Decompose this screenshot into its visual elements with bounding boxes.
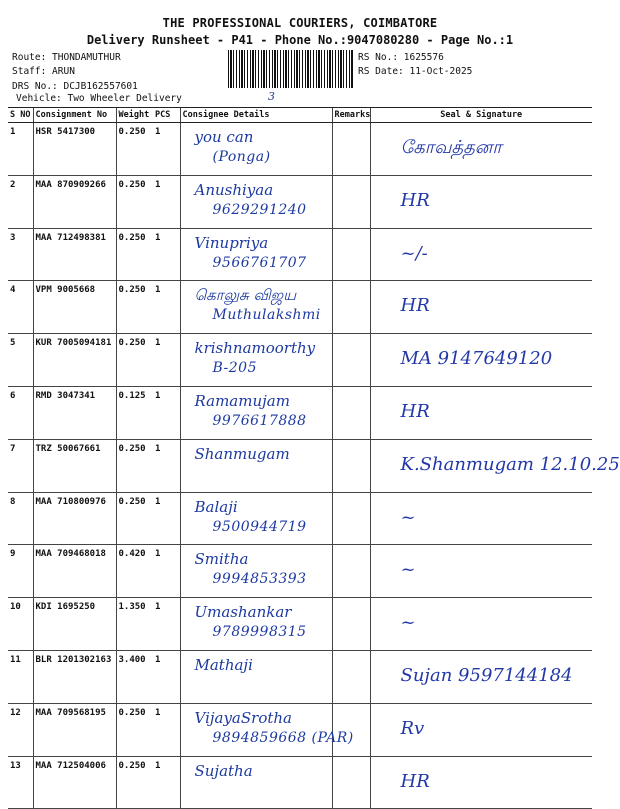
cell-consignee [180,334,332,387]
col-sno: S NO [8,108,33,123]
cell-remarks [332,386,370,439]
col-remarks: Remarks [332,108,370,123]
cell-pcs: 1 [153,703,180,756]
cell-consignment: MAA 870909266 [33,175,116,228]
cell-pcs: 1 [153,334,180,387]
cell-consignee [180,756,332,809]
consignee-note: 9994853393 [212,571,307,588]
consignee-note: 9976617888 [212,412,307,429]
consignee-note: (Ponga) [212,149,271,165]
cell-weight: 0.250 [116,334,153,387]
cell-consignment: KDI 1695250 [33,598,116,651]
consignee-name: Shanmugam [194,444,290,463]
cell-consignee [180,386,332,439]
cell-sno: 7 [8,439,33,492]
consignee-note: 9500944719 [212,518,307,535]
cell-sno: 11 [8,650,33,703]
col-pcs: PCS [153,108,180,123]
cell-pcs: 1 [153,545,180,598]
consignee-name: VijayaSrotha [194,708,292,727]
table-header [8,108,592,123]
cell-consignee [180,123,332,176]
consignee-name: Smitha [194,550,249,569]
cell-signature: ~ [370,492,592,545]
cell-consignment: KUR 7005094181 [33,334,116,387]
consignee-name: krishnamoorthy [194,339,316,358]
cell-sno: 10 [8,598,33,651]
cell-sno: 2 [8,175,33,228]
runsheet-subtitle: Delivery Runsheet - P41 - Phone No.:9047080280 - Page No.:1 [86,33,514,47]
drs-label: DRS No.: DCJB162557601 [12,81,138,92]
consignee-name: Mathaji [194,655,253,674]
vehicle-label: Vehicle: Two Wheeler Delivery [16,93,182,104]
cell-sno: 6 [8,386,33,439]
consignee-name: you can [194,128,254,146]
cell-consignment: MAA 712504006 [33,756,116,809]
cell-consignment: TRZ 50067661 [33,439,116,492]
consignee-name: Ramamujam [194,391,290,410]
route-label: Route: THONDAMUTHUR [12,52,121,63]
cell-consignment: MAA 709468018 [33,545,116,598]
cell-weight: 0.250 [116,703,153,756]
consignee-note: Muthulakshmi [212,307,321,324]
table-row [8,703,592,756]
cell-consignee [180,545,332,598]
cell-sno: 9 [8,545,33,598]
table-row [8,545,592,598]
cell-pcs: 1 [153,650,180,703]
table-row [8,228,592,281]
rs-number: RS No.: 1625576 [358,52,444,63]
table-row [8,492,592,545]
cell-signature: கோவத்தனா [370,123,592,176]
cell-consignment: MAA 709568195 [33,703,116,756]
cell-weight: 0.420 [116,545,153,598]
cell-remarks [332,492,370,545]
table-row [8,650,592,703]
cell-pcs: 1 [153,492,180,545]
handwritten-mark: 3 [268,90,275,103]
cell-pcs: 1 [153,123,180,176]
cell-remarks [332,334,370,387]
cell-signature: ~ [370,545,592,598]
cell-signature: HR [370,175,592,228]
consignee-name: Sujatha [194,761,253,780]
rs-date: RS Date: 11-Oct-2025 [358,66,473,77]
cell-sno: 4 [8,281,33,334]
cell-weight: 0.250 [116,492,153,545]
cell-consignee [180,281,332,334]
table-row [8,439,592,492]
cell-signature: HR [370,756,592,809]
cell-signature: ~ [370,598,592,651]
consignee-name: கொலுசு விஜய [194,286,297,305]
cell-consignee [180,703,354,756]
table-row [8,756,592,809]
cell-signature: HR [370,281,592,334]
cell-consignment: VPM 9005668 [33,281,116,334]
cell-pcs: 1 [153,281,180,334]
cell-signature: Sujan 9597144184 [370,650,592,703]
cell-remarks [332,439,370,492]
cell-pcs: 1 [153,386,180,439]
cell-weight: 0.250 [116,281,153,334]
cell-weight: 0.250 [116,175,153,228]
col-weight: Weight [116,108,153,123]
cell-remarks [332,281,370,334]
cell-remarks [332,175,370,228]
cell-consignee [180,228,332,281]
cell-sno: 5 [8,334,33,387]
cell-consignment: BLR 1201302163 [33,650,116,703]
cell-sno: 1 [8,123,33,176]
table-row [8,334,592,387]
cell-pcs: 1 [153,439,180,492]
cell-signature: HR [370,386,592,439]
cell-weight: 3.400 [116,650,153,703]
cell-consignee [180,175,332,228]
col-signature: Seal & Signature [370,108,592,123]
cell-consignee [180,439,332,492]
cell-remarks [332,228,370,281]
cell-sno: 13 [8,756,33,809]
cell-weight: 1.350 [116,598,153,651]
cell-weight: 0.250 [116,228,153,281]
cell-signature: MA 9147649120 [370,334,592,387]
consignee-note: 9566761707 [212,254,307,271]
barcode [228,50,354,88]
cell-pcs: 1 [153,175,180,228]
consignee-note: 9629291240 [212,201,307,218]
cell-consignment: RMD 3047341 [33,386,116,439]
cell-weight: 0.250 [116,756,153,809]
cell-sno: 8 [8,492,33,545]
cell-weight: 0.125 [116,386,153,439]
consignee-name: Balaji [194,497,238,516]
consignee-note: 9789998315 [212,624,307,641]
cell-remarks [332,598,370,651]
cell-remarks [332,545,370,598]
cell-consignment: MAA 710800976 [33,492,116,545]
consignee-name: Anushiyaa [194,180,274,199]
company-title: THE PROFESSIONAL COURIERS, COIMBATORE [162,16,438,30]
table-row [8,175,592,228]
cell-sno: 12 [8,703,33,756]
cell-signature: K.Shanmugam 12.10.25 [370,439,592,492]
cell-remarks [332,756,370,809]
cell-consignment: MAA 712498381 [33,228,116,281]
col-consignee: Consignee Details [180,108,332,123]
cell-consignment: HSR 5417300 [33,123,116,176]
table-row [8,281,592,334]
staff-label: Staff: ARUN [12,66,75,77]
cell-signature: Rv [370,703,592,756]
cell-pcs: 1 [153,756,180,809]
consignee-name: Umashankar [194,603,292,622]
cell-pcs: 1 [153,228,180,281]
cell-consignee [180,492,332,545]
consignee-name: Vinupriya [194,233,269,252]
runsheet-table [8,107,620,809]
table-row [8,386,592,439]
cell-signature: ~/- [370,228,592,281]
cell-remarks [332,650,370,703]
cell-remarks [332,123,370,176]
cell-weight: 0.250 [116,439,153,492]
cell-weight: 0.250 [116,123,153,176]
cell-sno: 3 [8,228,33,281]
consignee-note: 9894859668 (PAR) [212,729,354,746]
table-row [8,598,592,651]
table-row [8,123,592,176]
cell-consignee [180,598,332,651]
cell-pcs: 1 [153,598,180,651]
cell-consignee [180,650,332,703]
col-consignment: Consignment No [33,108,116,123]
consignee-note: B-205 [212,360,257,377]
